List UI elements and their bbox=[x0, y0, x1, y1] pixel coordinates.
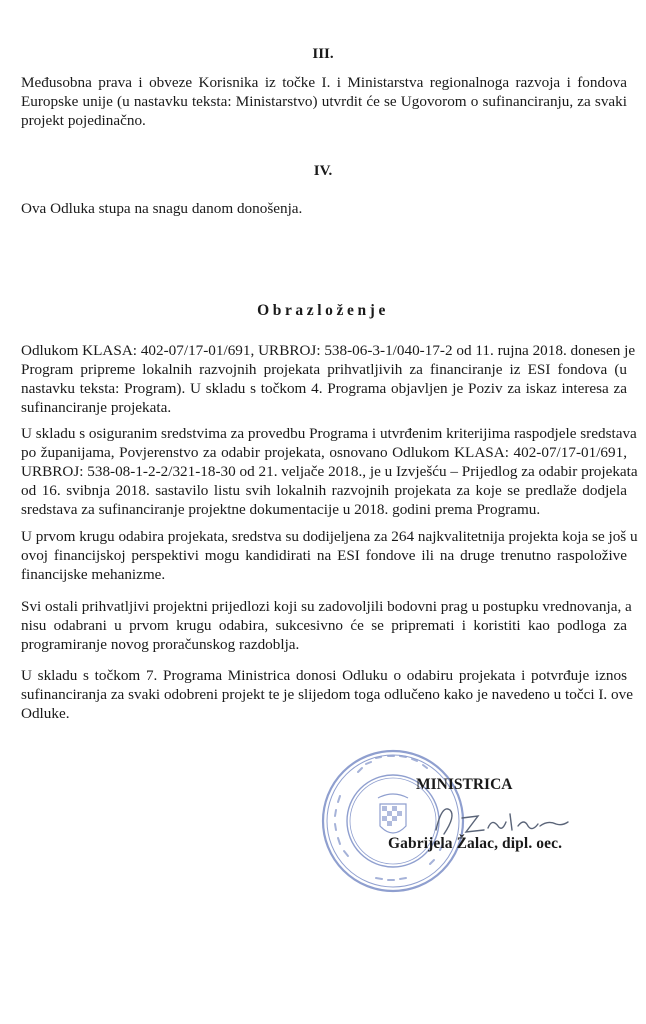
text-line: ovoj financijskoj perspektivi mogu kandidirati na ESI fondove ili na druge trenutno raspoložive bbox=[21, 547, 627, 564]
text-line: Program pripreme lokalnih razvojnih projekata prihvatljivih za financiranje iz ESI fondova (u bbox=[21, 361, 627, 378]
explanation-paragraph-2 bbox=[21, 424, 646, 519]
text-line: sredstava za sufinanciranje projektne dokumentacije u 2018. godini prema Programu. bbox=[21, 501, 541, 518]
text-line: Svi ostali prihvatljivi projektni prijedlozi koji su zadovoljili bodovni prag u postupku vrednovanja, a bbox=[21, 598, 632, 615]
explanation-paragraph-1 bbox=[21, 341, 646, 417]
signature-title: MINISTRICA bbox=[416, 776, 513, 793]
text-line: od 16. svibnja 2018. sastavilo listu svih lokalnih razvojnih projekata za koje se predlaže dodjela bbox=[21, 482, 627, 499]
explanation-paragraph-3 bbox=[21, 527, 646, 584]
section-number-iii: III. bbox=[312, 46, 334, 62]
text-line: U skladu s točkom 7. Programa Ministrica donosi Odluku o odabiru projekata i potvrđuje iznos bbox=[21, 667, 627, 684]
text-line: sufinanciranja za svaki odobreni projekt te je slijedom toga odlučeno kako je navedeno u točci I. ove bbox=[21, 686, 633, 703]
section-iv-paragraph bbox=[21, 199, 646, 218]
section-iii-paragraph bbox=[21, 73, 646, 130]
text-line: projekt pojedinačno. bbox=[21, 112, 146, 129]
handwritten-signature-icon bbox=[432, 800, 572, 840]
text-line: nastavku teksta: Program). U skladu s točkom 4. Programa objavljen je Poziv za iskaz interesa za bbox=[21, 380, 627, 397]
section-number-iv: IV. bbox=[313, 163, 333, 179]
text-line: Ova Odluka stupa na snagu danom donošenja. bbox=[21, 200, 303, 217]
text-line: U prvom krugu odabira projekata, sredstva su dodijeljena za 264 najkvalitetnija projekta koja se još u bbox=[21, 528, 638, 545]
text-line: financijske mehanizme. bbox=[21, 566, 166, 583]
text-line: Europske unije (u nastavku teksta: Ministarstvo) utvrdit će se Ugovorom o sufinanciranju, za svaki bbox=[21, 93, 627, 110]
text-line: Odluke. bbox=[21, 705, 70, 722]
explanation-paragraph-5 bbox=[21, 666, 646, 723]
text-line: Odlukom KLASA: 402-07/17-01/691, URBROJ: 538-06-3-1/040-17-2 od 11. rujna 2018. donesen je bbox=[21, 342, 636, 359]
text-line: po županijama, Povjerenstvo za odabir projekata, osnovano Odlukom KLASA: 402-07/17-01/691, bbox=[21, 444, 627, 461]
text-line: U skladu s osiguranim sredstvima za provedbu Programa i utvrđenim kriterijima raspodjele sredstava bbox=[21, 425, 637, 442]
signer-name: Gabrijela Žalac, dipl. oec. bbox=[388, 835, 563, 852]
text-line: nisu odabrani u prvom krugu odabira, sukcesivno će se pripremati i koristiti kao podloga za bbox=[21, 617, 627, 634]
text-line: programiranje novog proračunskog razdoblja. bbox=[21, 636, 300, 653]
explanation-heading: Obrazloženje bbox=[257, 302, 389, 319]
explanation-paragraph-4 bbox=[21, 597, 646, 654]
text-line: sufinanciranje projekata. bbox=[21, 399, 172, 416]
text-line: URBROJ: 538-08-1-2-2/321-18-30 od 21. veljače 2018., je u Izvješću – Prijedlog za odabir projekata bbox=[21, 463, 638, 480]
text-line: Međusobna prava i obveze Korisnika iz točke I. i Ministarstva regionalnoga razvoja i fondova bbox=[21, 74, 627, 91]
